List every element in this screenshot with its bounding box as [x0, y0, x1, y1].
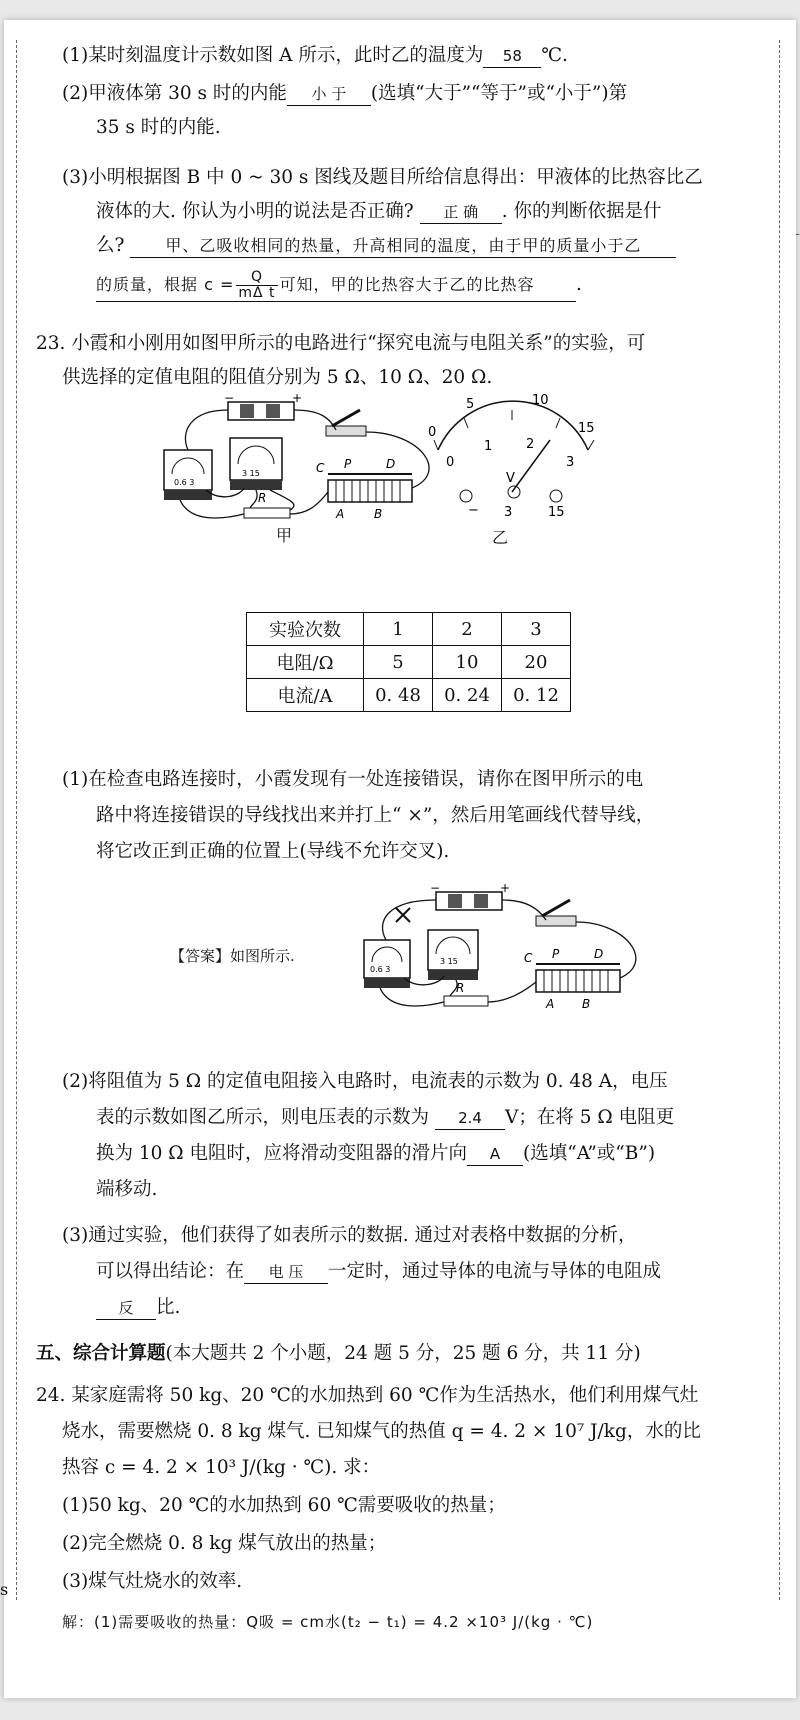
q22-part3-line4: 的质量，根据 c = $\frac{Q}{\text{mΔ t}}$ 可知，甲的比热容大于乙的比热容 .: [96, 269, 582, 301]
q22-part2: (2)甲液体第 30 s 时的内能 小 于 (选填“大于”“等于”或“小于”)第: [62, 83, 628, 104]
q23-part2-line3: 换为 10 Ω 电阻时，应将滑动变阻器的滑片向 A (选填“A”或“B”): [96, 1143, 656, 1164]
svg-text:0.6 3: 0.6 3: [370, 965, 391, 974]
table-cell: 电阻/Ω: [247, 646, 364, 679]
right-margin-mark: -: [795, 226, 800, 242]
q23-answer-inverse: 反: [96, 1297, 156, 1320]
table-cell: 0. 48: [364, 679, 433, 712]
dial-tick-bottom-2: 2: [526, 437, 535, 452]
figure-jia-label: 甲: [276, 526, 293, 545]
q24-sub3: (3)煤气灶烧水的效率.: [62, 1571, 243, 1592]
specific-heat-formula: $\frac{Q}{\text{mΔ t}}$: [238, 269, 276, 301]
q23-intro-line2: 供选择的定值电阻的阻值分别为 5 Ω、10 Ω、20 Ω.: [62, 367, 493, 388]
table-cell: 0. 24: [433, 679, 502, 712]
dial-tick-top-15: 15: [578, 421, 595, 436]
q23-answer-voltage: 2.4: [435, 1107, 505, 1130]
q22-part3-line3: 么? 甲、乙吸收相同的热量，升高相同的温度，由于甲的质量小于乙: [96, 234, 676, 258]
svg-text:+: +: [292, 392, 303, 405]
q22-answer1: 58: [483, 45, 541, 68]
resistor-icon: [244, 508, 290, 518]
q22-answer2: 小 于: [287, 83, 371, 106]
table-header-cell: 3: [502, 613, 571, 646]
table-row: [247, 613, 571, 646]
dial-tick-top-0: 0: [428, 425, 437, 440]
q23-part3-line1: (3)通过实验，他们获得了如表所示的数据. 通过对表格中数据的分析，: [62, 1225, 637, 1246]
q23-answer-voltage-constant: 电 压: [244, 1261, 328, 1284]
left-binding-rail: [16, 40, 17, 1600]
q22-reason-line1: 甲、乙吸收相同的热量，升高相同的温度，由于甲的质量小于乙: [130, 235, 676, 258]
dial-unit: V: [506, 471, 515, 486]
answer-label: 【答案】如图所示.: [170, 947, 295, 965]
q24-solution: 解：(1)需要吸收的热量：Q吸 = cm水(t₂ − t₁) = 4.2 ×10³ J/(kg · ℃): [62, 1613, 594, 1631]
dial-tick-bottom-1: 1: [484, 439, 493, 454]
svg-text:A: A: [546, 997, 555, 1011]
svg-text:B: B: [374, 507, 383, 521]
q24-intro-line1: 24. 某家庭需将 50 kg、20 ℃的水加热到 60 ℃作为生活热水，他们利用煤气灶: [36, 1385, 699, 1406]
q23-part3-line2: 可以得出结论：在 电 压 一定时，通过导体的电流与导体的电阻成: [96, 1261, 662, 1282]
table-cell: 20: [502, 646, 571, 679]
table-row: [247, 679, 571, 712]
svg-text:C: C: [316, 461, 325, 475]
q22-answer3: 正 确: [420, 201, 502, 224]
table-cell: 5: [364, 646, 433, 679]
rheostat-icon: [328, 480, 412, 502]
svg-text:−: −: [224, 392, 235, 405]
svg-text:D: D: [386, 457, 396, 471]
svg-text:B: B: [582, 997, 591, 1011]
svg-text:P: P: [552, 947, 560, 961]
table-cell: 10: [433, 646, 502, 679]
q23-answer-direction: A: [467, 1143, 523, 1166]
dial-tick-bottom-0: 0: [446, 455, 455, 470]
dial-tick-top-5: 5: [466, 397, 475, 412]
q22-part1: (1)某时刻温度计示数如图 A 所示，此时乙的温度为 58 ℃.: [62, 45, 568, 66]
q24-intro-line2: 烧水，需要燃烧 0. 8 kg 煤气. 已知煤气的热值 q = 4. 2 × 10⁷ J/kg，水的比: [62, 1421, 701, 1442]
table-row: [247, 646, 571, 679]
right-binding-rail: [779, 40, 780, 1600]
svg-text:+: +: [500, 881, 511, 895]
q22-part3-line2: 液体的大. 你认为小明的说法是否正确? 正 确 . 你的判断依据是什: [96, 201, 662, 222]
wrong-wire-cross-mark: [396, 908, 410, 922]
q23-part2-line4: 端移动.: [96, 1179, 158, 1200]
battery-icon: [228, 402, 294, 420]
svg-text:R: R: [456, 981, 465, 995]
svg-text:3 15: 3 15: [440, 957, 458, 966]
svg-text:−: −: [468, 503, 479, 518]
answer-circuit-diagram: [356, 878, 656, 1028]
svg-text:−: −: [430, 881, 441, 895]
q23-part3-line3: 反 比.: [96, 1296, 180, 1320]
q23-part1-line1: (1)在检查电路连接时，小霞发现有一处连接错误，请你在图甲所示的电: [62, 769, 644, 790]
svg-text:0.6 3: 0.6 3: [174, 478, 195, 487]
section5-heading: 五、综合计算题(本大题共 2 个小题，24 题 5 分，25 题 6 分，共 11 分): [36, 1343, 641, 1364]
table-cell: 0. 12: [502, 679, 571, 712]
q24-intro-line3: 热容 c = 4. 2 × 10³ J/(kg · ℃). 求：: [62, 1457, 381, 1478]
table-header-cell: 实验次数: [247, 613, 364, 646]
switch-icon: [332, 410, 360, 426]
svg-text:C: C: [524, 951, 533, 965]
circuit-diagram-jia: [160, 392, 440, 552]
q23-part2-line1: (2)将阻值为 5 Ω 的定值电阻接入电路时，电流表的示数为 0. 48 A，电压: [62, 1071, 668, 1092]
q24-sub2: (2)完全燃烧 0. 8 kg 煤气放出的热量；: [62, 1533, 387, 1554]
q22-part3-line1: (3)小明根据图 B 中 0 ~ 30 s 图线及题目所给信息得出：甲液体的比热容比乙: [62, 167, 703, 188]
data-table: [246, 612, 571, 712]
svg-text:15: 15: [548, 505, 565, 520]
dial-tick-bottom-3: 3: [566, 455, 575, 470]
q23-part2-line2: 表的示数如图乙所示，则电压表的示数为 2.4 V；在将 5 Ω 电阻更: [96, 1107, 675, 1128]
q22-reason-line2: 的质量，根据 c = $\frac{Q}{\text{mΔ t}}$ 可知，甲的比热容大于乙的比热容: [96, 270, 576, 302]
table-cell: 电流/A: [247, 679, 364, 712]
svg-text:R: R: [258, 491, 267, 505]
svg-text:A: A: [336, 507, 345, 521]
svg-text:3 15: 3 15: [242, 469, 260, 478]
svg-text:P: P: [344, 457, 352, 471]
voltmeter-dial-yi: [416, 392, 616, 526]
svg-text:3: 3: [504, 505, 513, 520]
left-margin-mark: s: [0, 1580, 9, 1599]
dial-tick-top-10: 10: [532, 393, 549, 408]
table-header-cell: 1: [364, 613, 433, 646]
q23-intro-line1: 23. 小霞和小刚用如图甲所示的电路进行“探究电流与电阻关系”的实验，可: [36, 333, 646, 354]
q23-part1-line3: 将它改正到正确的位置上(导线不允许交叉).: [96, 841, 450, 862]
q24-sub1: (1)50 kg、20 ℃的水加热到 60 ℃需要吸收的热量；: [62, 1495, 506, 1516]
q23-part1-line2: 路中将连接错误的导线找出来并打上“ ×”，然后用笔画线代替导线，: [96, 805, 655, 826]
figure-yi-label: 乙: [492, 528, 509, 547]
q22-part2-cont: 35 s 时的内能.: [96, 117, 221, 138]
svg-text:D: D: [594, 947, 604, 961]
table-header-cell: 2: [433, 613, 502, 646]
